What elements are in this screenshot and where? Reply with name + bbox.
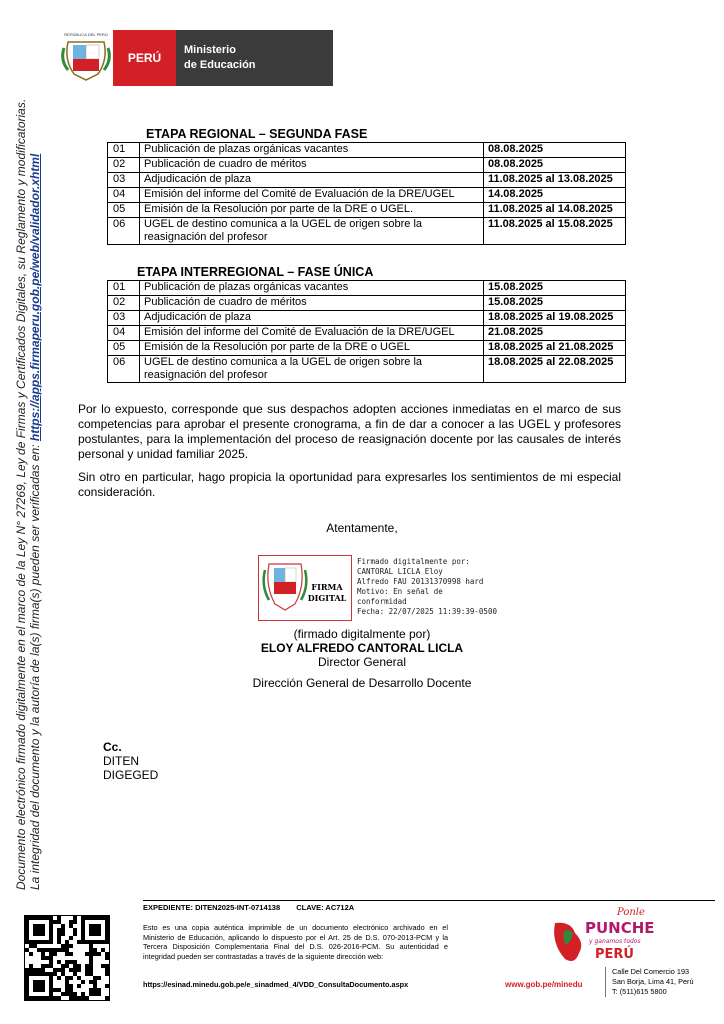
coat-of-arms-logo bbox=[60, 30, 112, 86]
clave: CLAVE: AC712A bbox=[296, 903, 355, 912]
schedule-row-activity: Emisión de la Resolución por parte de la DRE o UGEL bbox=[140, 341, 484, 356]
schedule-row-number: 06 bbox=[108, 356, 140, 383]
schedule-row-number: 05 bbox=[108, 203, 140, 218]
schedule-row-number: 02 bbox=[108, 296, 140, 311]
body-paragraph-2: Sin otro en particular, hago propicia la oportunidad para expresarles los sentimientos de mi especial consideración. bbox=[78, 470, 621, 499]
schedule-row bbox=[108, 341, 626, 356]
schedule-row bbox=[108, 188, 626, 203]
schedule-row-number: 04 bbox=[108, 326, 140, 341]
address-line: Calle Del Comercio 193 bbox=[612, 967, 690, 976]
schedule-row-activity: Adjudicación de plaza bbox=[140, 311, 484, 326]
signature-detail-line: Firmado digitalmente por: bbox=[357, 557, 470, 566]
schedule-row bbox=[108, 173, 626, 188]
side-note-line-2 bbox=[28, 90, 42, 890]
schedule-row-date: 11.08.2025 al 13.08.2025 bbox=[484, 173, 626, 188]
interregional-stage-title: ETAPA INTERREGIONAL – FASE ÚNICA bbox=[137, 265, 374, 279]
schedule-row-date: 11.08.2025 al 14.08.2025 bbox=[484, 203, 626, 218]
signed-digitally-label: (firmado digitalmente por) bbox=[293, 627, 431, 641]
schedule-row-number: 03 bbox=[108, 173, 140, 188]
schedule-row bbox=[108, 326, 626, 341]
schedule-row bbox=[108, 203, 626, 218]
footer-divider bbox=[143, 900, 715, 901]
schedule-row bbox=[108, 143, 626, 158]
closing-text: Atentamente, bbox=[326, 521, 398, 535]
schedule-row-date: 15.08.2025 bbox=[484, 296, 626, 311]
schedule-row-activity: Publicación de plazas orgánicas vacantes bbox=[140, 143, 484, 158]
schedule-row bbox=[108, 311, 626, 326]
ministry-line-1: Ministerio bbox=[184, 44, 236, 56]
schedule-row-date: 08.08.2025 bbox=[484, 143, 626, 158]
schedule-row-date: 11.08.2025 al 15.08.2025 bbox=[484, 218, 626, 245]
schedule-row-date: 14.08.2025 bbox=[484, 188, 626, 203]
schedule-row-number: 02 bbox=[108, 158, 140, 173]
schedule-row-activity: UGEL de destino comunica a la UGEL de origen sobre la reasignación del profesor bbox=[140, 218, 484, 245]
signature-details bbox=[357, 557, 497, 617]
signer-office: Dirección General de Desarrollo Docente bbox=[252, 676, 472, 690]
ministry-label bbox=[176, 30, 333, 86]
schedule-row-activity: Emisión del informe del Comité de Evaluación de la DRE/UGEL bbox=[140, 326, 484, 341]
signature-detail-line: Motivo: En señal de bbox=[357, 587, 443, 596]
logo-line-4: PERÚ bbox=[595, 947, 634, 962]
schedule-row-activity: UGEL de destino comunica a la UGEL de origen sobre la reasignación del profesor bbox=[140, 356, 484, 383]
schedule-row-number: 04 bbox=[108, 188, 140, 203]
signature-detail-line: conformidad bbox=[357, 597, 407, 606]
schedule-row-activity: Publicación de plazas orgánicas vacantes bbox=[140, 281, 484, 296]
regional-schedule-table bbox=[107, 142, 626, 245]
peru-label: PERÚ bbox=[113, 30, 176, 86]
cc-item: DIGEGED bbox=[103, 768, 159, 782]
schedule-row bbox=[108, 296, 626, 311]
schedule-row-date: 21.08.2025 bbox=[484, 326, 626, 341]
signature-detail-line: Fecha: 22/07/2025 11:39:39-0500 bbox=[357, 607, 497, 616]
schedule-row bbox=[108, 218, 626, 245]
signer-name: ELOY ALFREDO CANTORAL LICLA bbox=[260, 641, 464, 655]
schedule-row bbox=[108, 281, 626, 296]
side-note-prefix: La integridad del documento y la autoría de la(s) firma(s) pueden ser verificadas en: bbox=[28, 444, 42, 890]
regional-stage-title: ETAPA REGIONAL – SEGUNDA FASE bbox=[146, 127, 368, 141]
address-block bbox=[605, 967, 694, 997]
verification-url[interactable]: https://esinad.minedu.gob.pe/e_sinadmed_4/VDD_ConsultaDocumento.aspx bbox=[143, 980, 409, 989]
schedule-row-date: 15.08.2025 bbox=[484, 281, 626, 296]
schedule-row-number: 05 bbox=[108, 341, 140, 356]
body-paragraph-1: Por lo expuesto, corresponde que sus despachos adopten acciones inmediatas en el marco de sus competencias para aprobar el presente cronograma, a fin de dar a conocer a las UGEL y profesores postulantes, para la implementación del proceso de reasignación docente por las causales de interés personal y unidad familiar 2025. bbox=[78, 402, 621, 461]
signature-detail-line: CANTORAL LICLA Eloy bbox=[357, 567, 443, 576]
schedule-row-activity: Publicación de cuadro de méritos bbox=[140, 158, 484, 173]
address-line: T: (511)615 5800 bbox=[612, 987, 667, 996]
authenticity-note: Esto es una copia auténtica imprimible de un documento electrónico archivado en el Ministerio de Educación, aplicando lo dispuesto por el Art. 25 de D.S. 070-2013-PCM y la Tercera Disposición Complementaria Final del D.S. 026-2016-PCM. Su autenticidad e integridad pueden ser contrastadas a través de la siguiente dirección web: bbox=[143, 923, 448, 961]
stamp-label-2: DIGITAL bbox=[307, 593, 347, 603]
website-link[interactable]: www.gob.pe/minedu bbox=[505, 980, 583, 989]
schedule-row bbox=[108, 158, 626, 173]
schedule-row-number: 06 bbox=[108, 218, 140, 245]
schedule-row-activity: Emisión de la Resolución por parte de la DRE o UGEL. bbox=[140, 203, 484, 218]
schedule-row bbox=[108, 356, 626, 383]
ponle-punche-logo bbox=[545, 903, 655, 969]
signature-detail-line: Alfredo FAU 20131370998 hard bbox=[357, 577, 484, 586]
cc-item: DITEN bbox=[103, 754, 139, 768]
shield-caption: REPÚBLICA DEL PERÚ bbox=[64, 32, 108, 37]
ministry-line-2: de Educación bbox=[184, 59, 256, 71]
schedule-row-date: 08.08.2025 bbox=[484, 158, 626, 173]
digital-signature-side-note bbox=[14, 90, 42, 890]
schedule-row-activity: Publicación de cuadro de méritos bbox=[140, 296, 484, 311]
expediente: EXPEDIENTE: DITEN2025-INT-0714138 bbox=[143, 903, 281, 912]
validator-link[interactable]: https://apps.firmaperu.gob.pe/web/validador.xhtml bbox=[28, 153, 42, 442]
interregional-schedule-table bbox=[107, 280, 626, 383]
schedule-row-date: 18.08.2025 al 22.08.2025 bbox=[484, 356, 626, 383]
schedule-row-date: 18.08.2025 al 19.08.2025 bbox=[484, 311, 626, 326]
cc-block bbox=[103, 740, 158, 782]
schedule-row-date: 18.08.2025 al 21.08.2025 bbox=[484, 341, 626, 356]
logo-line-1: Ponle bbox=[617, 907, 645, 918]
address-line: San Borja, Lima 41, Perú bbox=[612, 977, 694, 986]
side-note-line-1: Documento electrónico firmado digitalmente en el marco de la Ley N° 27269, Ley de Firmas y Certificados Digitales, su Reglamento y modificatorias. bbox=[14, 98, 28, 890]
logo-line-2: PUNCHE bbox=[585, 919, 655, 937]
signer-position: Director General bbox=[317, 655, 407, 669]
schedule-row-activity: Adjudicación de plaza bbox=[140, 173, 484, 188]
schedule-row-number: 03 bbox=[108, 311, 140, 326]
logo-line-3: y ganamos todos bbox=[589, 938, 641, 945]
qr-code bbox=[24, 915, 110, 1001]
cc-label: Cc. bbox=[103, 740, 122, 754]
stamp-label-1: FIRMA bbox=[311, 582, 343, 592]
schedule-row-number: 01 bbox=[108, 143, 140, 158]
digital-signature-stamp bbox=[258, 555, 352, 621]
schedule-row-activity: Emisión del informe del Comité de Evaluación de la DRE/UGEL bbox=[140, 188, 484, 203]
expediente-line bbox=[143, 903, 354, 912]
schedule-row-number: 01 bbox=[108, 281, 140, 296]
